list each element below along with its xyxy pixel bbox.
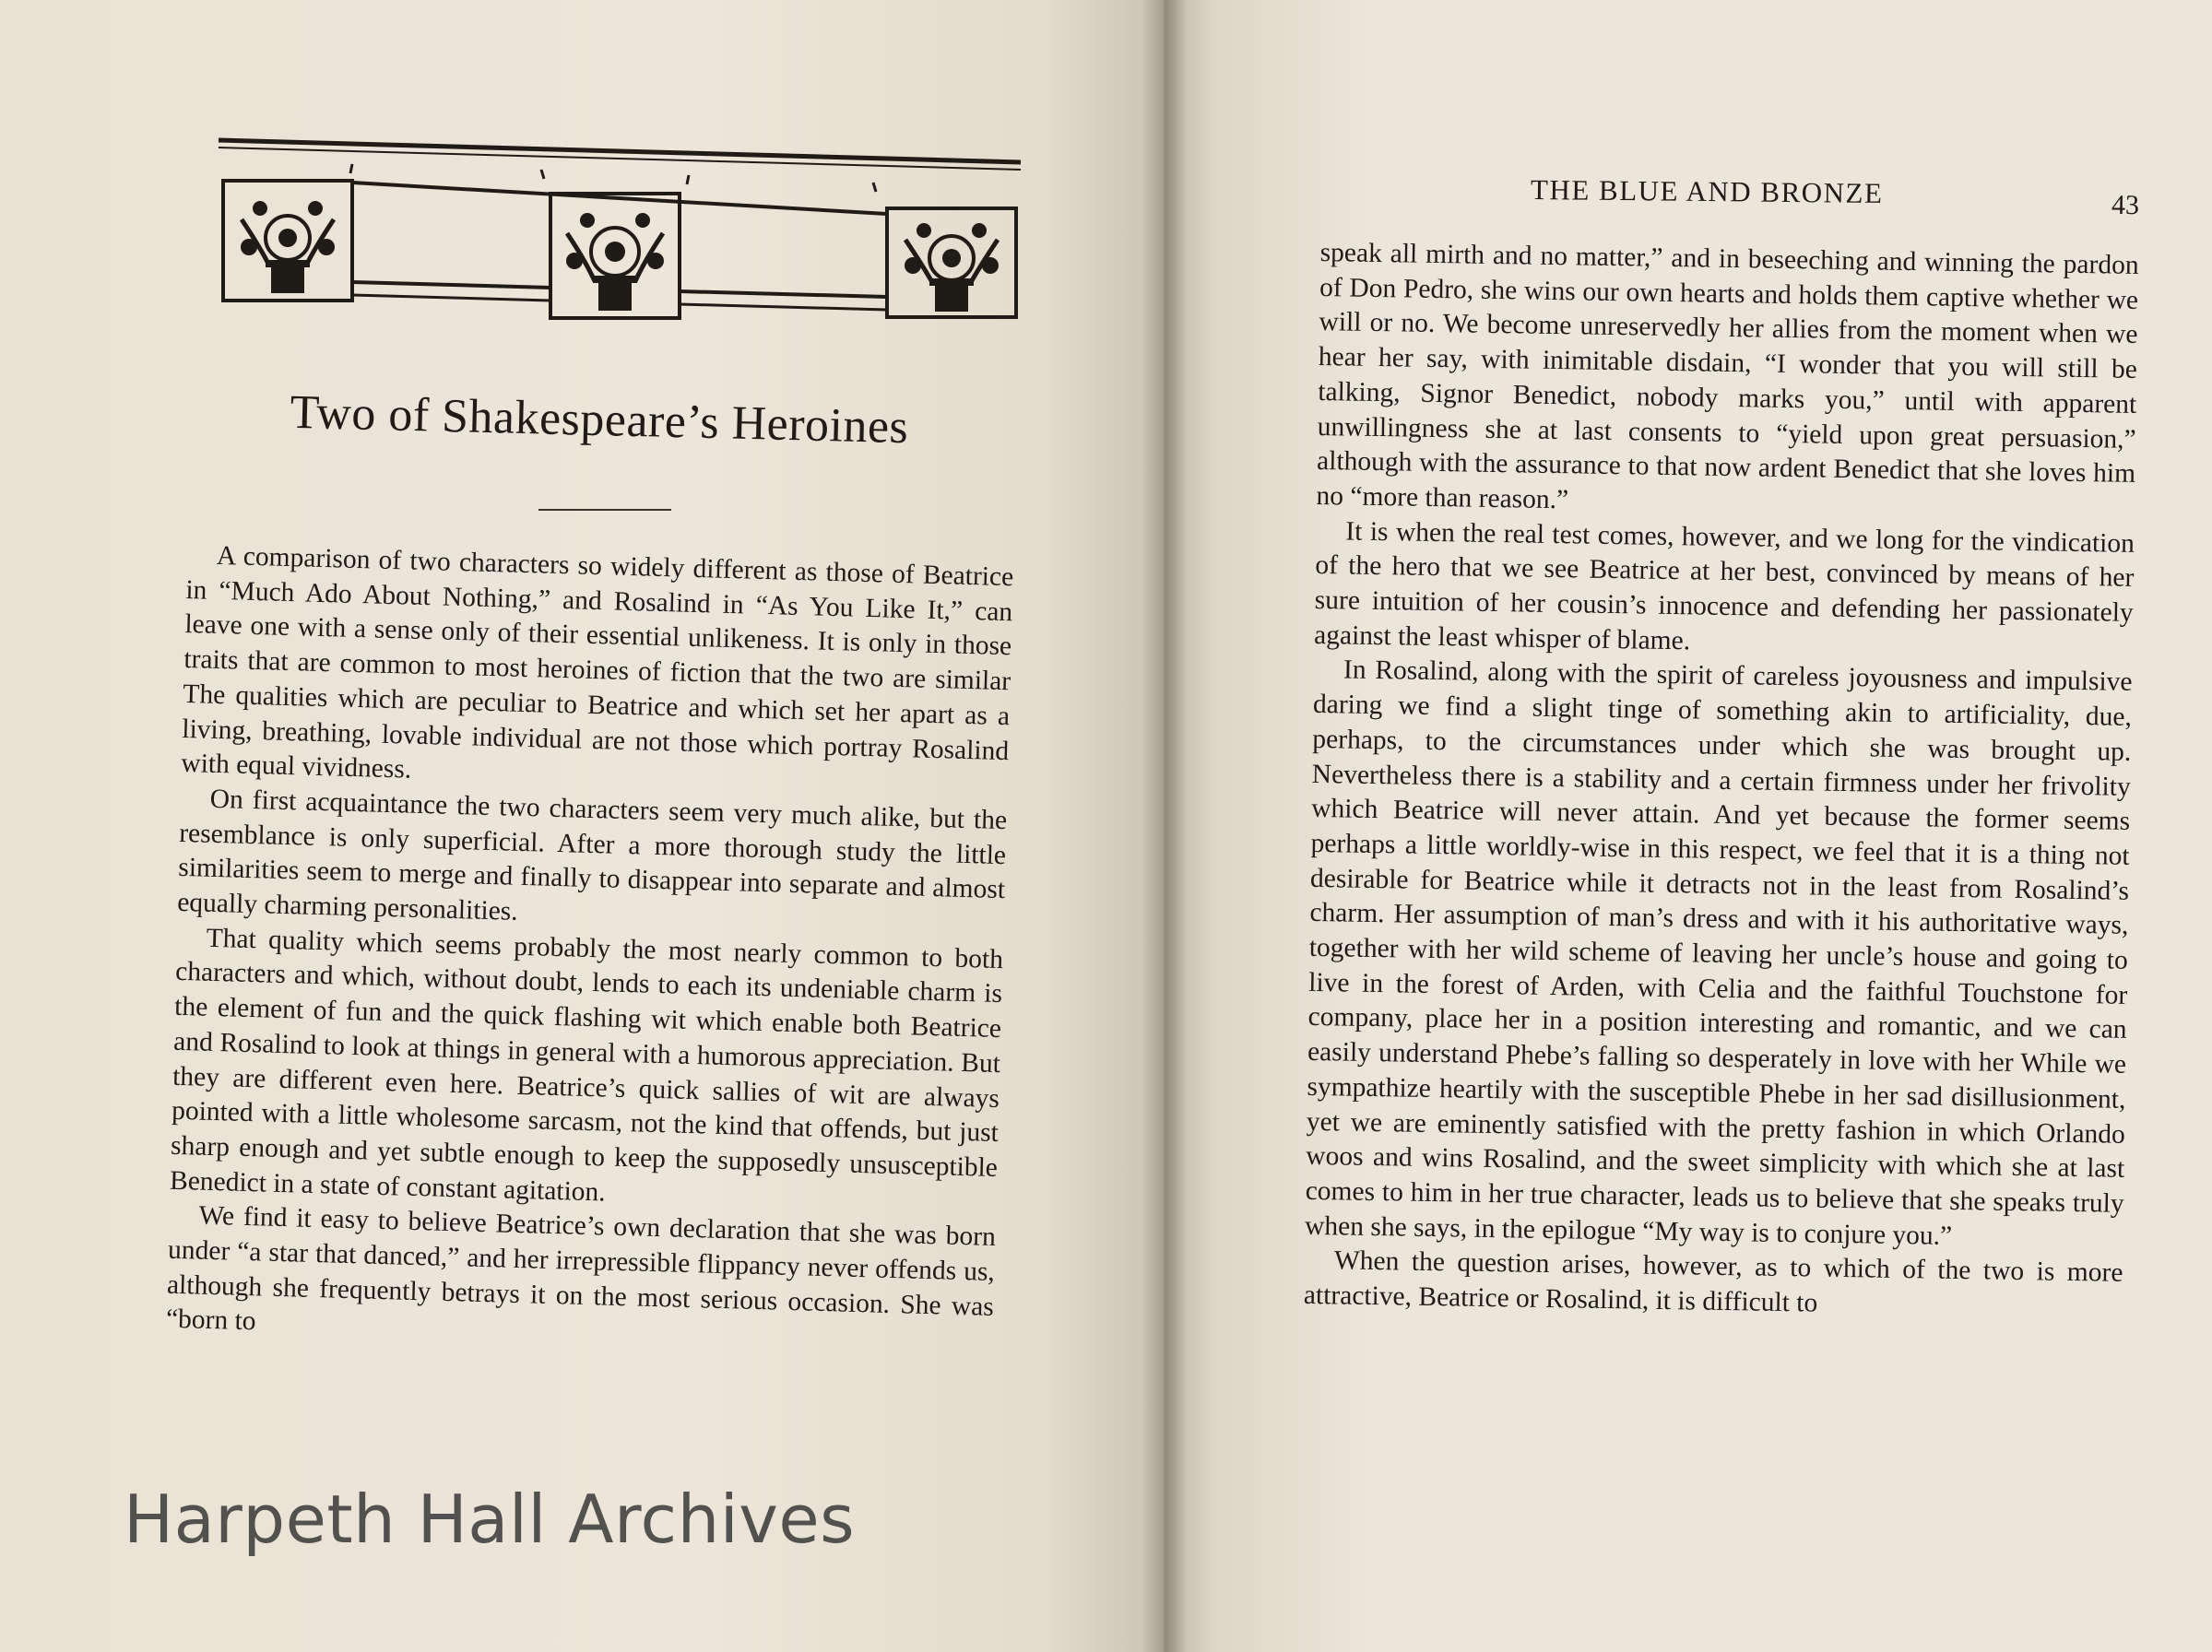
article-title: Two of Shakespeare’s Heroines xyxy=(290,385,909,454)
archive-watermark: Harpeth Hall Archives xyxy=(124,1481,856,1558)
left-page-body xyxy=(166,538,1014,1360)
paragraph: We find it easy to believe Beatrice’s own declaration that she was born under “a star that danced,” and her irrepressible flippancy never offends us, although she frequently betrays it on the most serious occasion. She was “born to xyxy=(165,1200,997,1337)
right-page-body xyxy=(1304,236,2139,1327)
running-head: THE BLUE AND BRONZE xyxy=(1530,172,1884,210)
page-number: 43 xyxy=(2111,189,2140,221)
paragraph: In Rosalind, along with the spirit of careless joyousness and impulsive daring we find a slight tinge of something akin to artificiality, due, perhaps, to the circumstances under which she was brought up. Nevertheless there is a stability and a certain firmness under her frivolity which Beatrice will never attain. And yet because the former seems perhaps a little worldly-wise in this respect, we feel that it is a thing not desirable for Beatrice while it detracts not in the least from Rosalind’s charm. Her assumption of man’s dress and with it his authoritative ways, together with her wild scheme of leaving her uncle’s house and going to live in the forest of Arden, with Celia and the faithful Touchstone for company, place her in a position interesting and romantic, and we can easily understand Phebe’s falling so desperately in love with her While we sympathize heartily with the susceptible Phebe in her sad disillusionment, yet we are eminently satisfied with the pretty fashion in which Orlando woos and wins Rosalind, and the sweet simplicity with which she at last comes to him in her true character, leads us to believe that she speaks truly when she says, in the epilogue “My way is to conjure you.” xyxy=(1304,655,2133,1251)
decorative-header-ornament xyxy=(214,136,1025,321)
paragraph: When the question arises, however, as to which of the two is more attractive, Beatrice or Rosalind, it is difficult to xyxy=(1303,1245,2123,1318)
paragraph: A comparison of two characters so widely different as those of Beatrice in “Much Ado About Nothing,” and Rosalind in “As You Like It,” can leave one with a sense only of their essential unlikeness. It is only in those traits that are common to most heroines of fiction that the two are similar The qualities which are peculiar to Beatrice and which set her apart as a living, breathing, lovable individual are not those which portray Rosalind with equal vividness. xyxy=(180,540,1014,785)
title-divider xyxy=(538,509,671,511)
paragraph: That quality which seems probably the most nearly common to both characters and which, without doubt, lends to each its undeniable charm is the element of fun and the quick flashing wit which enable both Beatrice and Rosalind to look at things in general with a humorous appreciation. But they are different even here. Beatrice’s quick sallies of wit are always pointed with a little wholesome sarcasm, not the kind that offends, but just sharp enough and yet subtle enough to keep the supposedly unsusceptible Benedict in a state of constant agitation. xyxy=(169,923,1004,1208)
book-gutter xyxy=(1141,0,1188,1652)
paragraph: speak all mirth and no matter,” and in beseeching and winning the pardon of Don Pedro, she wins our own hearts and holds them captive whether we will or no. We become unreservedly her allies from the moment when we hear her say, with inimitable disdain, “I wonder that you will still be talking, Signor Benedict, nobody marks you,” until with apparent unwillingness she at last consents to “yield upon great persuasion,” although with the assurance to that now ardent Benedict that she loves him no “more than reason.” xyxy=(1316,237,2139,515)
paragraph: On first acquaintance the two characters seem very much alike, but the resemblance is only superficial. After a more thorough study the little similarities seem to merge and finally to disappear into separate and almost equally charming personalities. xyxy=(176,784,1008,926)
paragraph: It is when the real test comes, however, and we long for the vindication of the hero that we see Beatrice at her best, convinced by means of her sure intuition of her cousin’s innocence and defending her passionately against the least whisper of blame. xyxy=(1313,516,2135,656)
